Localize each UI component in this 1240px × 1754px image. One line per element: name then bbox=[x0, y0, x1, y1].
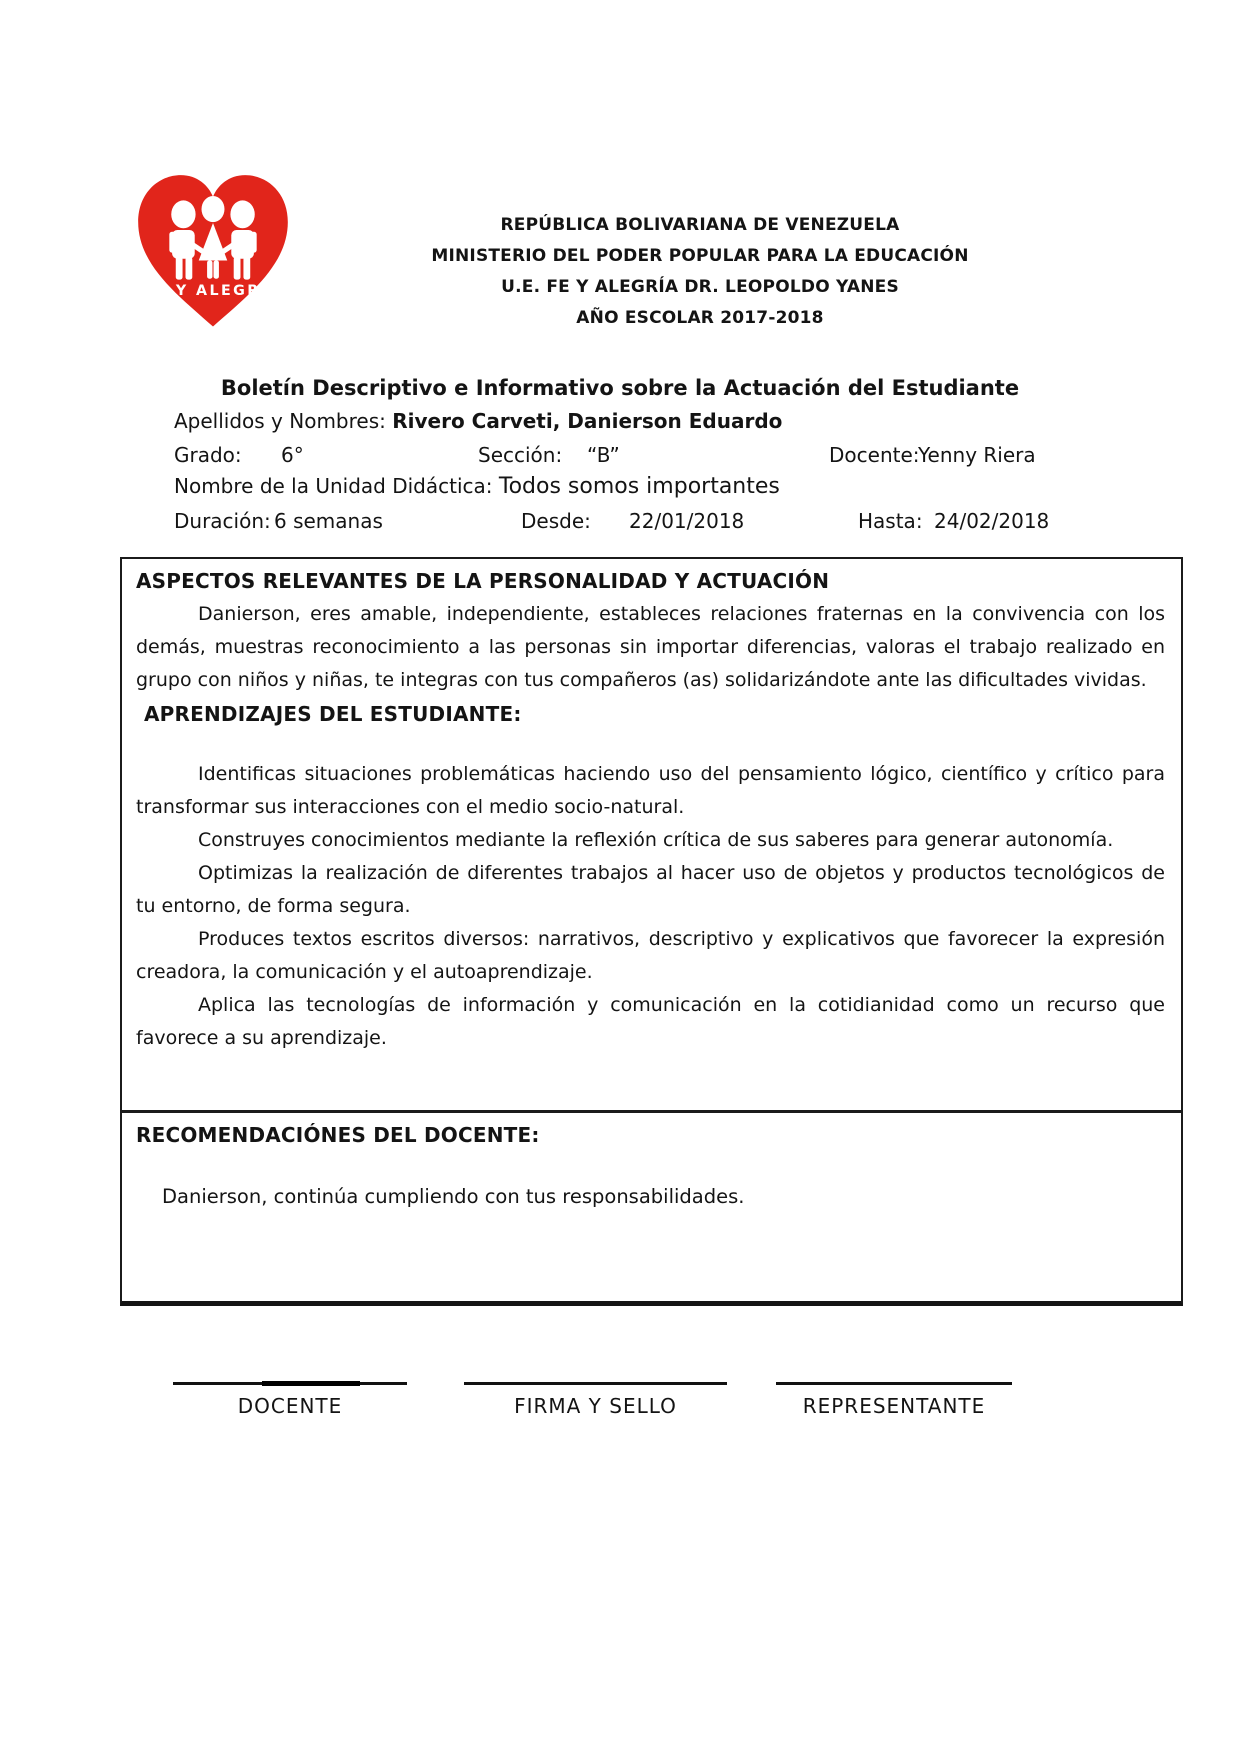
seccion-value: “B” bbox=[587, 443, 620, 467]
grado-value: 6° bbox=[281, 443, 304, 467]
unidad-value: Todos somos importantes bbox=[498, 474, 780, 499]
student-name-row bbox=[174, 409, 782, 433]
apellidos-label: Apellidos y Nombres: bbox=[174, 409, 386, 433]
docente-label: Docente: bbox=[829, 443, 920, 467]
signature-label-docente: DOCENTE bbox=[237, 1394, 343, 1418]
aprendizaje-paragraph: Optimizas la realización de diferentes trabajos al hacer uso de objetos y productos tecnológicos de tu entorno, de forma segura. bbox=[136, 862, 1165, 917]
signature-firma-sello bbox=[464, 1382, 727, 1418]
recomendaciones-box bbox=[120, 1113, 1183, 1306]
fe-y-alegria-logo bbox=[126, 162, 300, 338]
signature-representante bbox=[776, 1382, 1012, 1418]
header-line-school: U.E. FE Y ALEGRÍA DR. LEOPOLDO YANES bbox=[501, 277, 899, 297]
aprendizaje-paragraph: Construyes conocimientos mediante la reflexión crítica de sus saberes para generar autonomía. bbox=[198, 829, 1114, 851]
aprendizajes-heading: APRENDIZAJES DEL ESTUDIANTE: bbox=[144, 702, 522, 726]
unit-name-row bbox=[174, 474, 780, 499]
heart-logo-icon bbox=[126, 162, 300, 338]
aspectos-aprendizajes-box bbox=[120, 557, 1183, 1113]
signature-line-overlap bbox=[262, 1381, 360, 1386]
recomendaciones-text: Danierson, continúa cumpliendo con tus responsabilidades. bbox=[162, 1185, 745, 1208]
hasta-value: 24/02/2018 bbox=[934, 509, 1050, 533]
duration-row bbox=[174, 509, 1124, 535]
aprendizaje-paragraph: Produces textos escritos diversos: narrativos, descriptivo y explicativos que favorecer la expresión creadora, la comunicación y el autoaprendizaje. bbox=[136, 928, 1165, 983]
aprendizaje-paragraph: Aplica las tecnologías de información y comunicación en la cotidianidad como un recurso que favorece a su aprendizaje. bbox=[136, 994, 1165, 1049]
signature-docente bbox=[173, 1382, 407, 1418]
document-header bbox=[300, 210, 1100, 334]
signature-line bbox=[776, 1382, 1012, 1385]
desde-label: Desde: bbox=[521, 509, 591, 533]
unidad-label: Nombre de la Unidad Didáctica: bbox=[174, 474, 493, 498]
aspectos-heading: ASPECTOS RELEVANTES DE LA PERSONALIDAD Y ACTUACIÓN bbox=[136, 569, 830, 593]
signature-label-representante: REPRESENTANTE bbox=[802, 1394, 986, 1418]
page-title: Boletín Descriptivo e Informativo sobre la Actuación del Estudiante bbox=[220, 376, 1020, 400]
logo-text: FE Y ALEGRIA bbox=[144, 283, 282, 300]
signature-line bbox=[464, 1382, 727, 1385]
header-line-school-year: AÑO ESCOLAR 2017-2018 bbox=[576, 308, 824, 328]
signature-label-firma: FIRMA Y SELLO bbox=[514, 1394, 677, 1418]
header-line-ministry: MINISTERIO DEL PODER POPULAR PARA LA EDUCACIÓN bbox=[431, 246, 969, 266]
aspectos-paragraph: Danierson, eres amable, independiente, estableces relaciones fraternas en la convivencia con los demás, muestras reconocimiento a las personas sin importar diferencias, valoras el trabajo realizado en grupo con niños y niñas, te integras con tus compañeros (as) solidarizándote ante las dificultades vividas. bbox=[136, 603, 1165, 691]
apellidos-value: Rivero Carveti, Danierson Eduardo bbox=[392, 409, 783, 433]
docente-value: Yenny Riera bbox=[918, 443, 1036, 467]
duracion-label: Duración: bbox=[174, 509, 271, 533]
duracion-value: 6 semanas bbox=[274, 509, 383, 533]
signature-line bbox=[173, 1382, 407, 1385]
header-line-republic: REPÚBLICA BOLIVARIANA DE VENEZUELA bbox=[500, 215, 900, 235]
hasta-label: Hasta: bbox=[858, 509, 923, 533]
desde-value: 22/01/2018 bbox=[629, 509, 745, 533]
seccion-label: Sección: bbox=[478, 443, 563, 467]
aprendizaje-paragraph: Identificas situaciones problemáticas haciendo uso del pensamiento lógico, científico y crítico para transformar sus interacciones con el medio socio-natural. bbox=[136, 763, 1165, 818]
recomendaciones-heading: RECOMENDACIÓNES DEL DOCENTE: bbox=[136, 1123, 540, 1147]
grade-section-row bbox=[174, 443, 1124, 469]
grado-label: Grado: bbox=[174, 443, 242, 467]
